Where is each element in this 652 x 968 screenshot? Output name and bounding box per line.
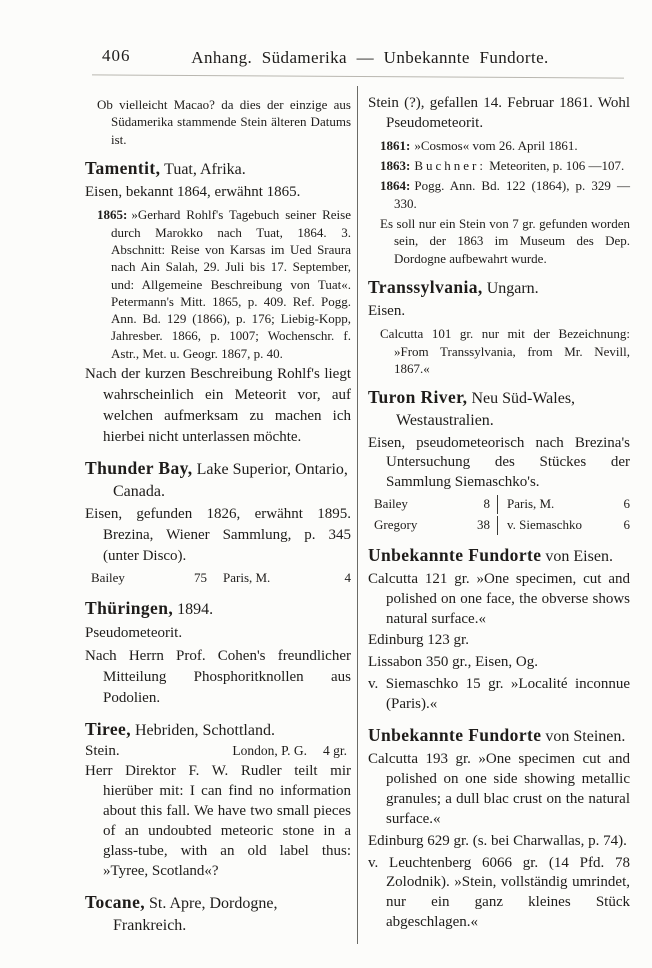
page-number: 406 [102,46,131,65]
citation-text: »Gerhard Rohlf's Tagebuch seiner Reise durch Marokko nach Tuat, 1864. 3. Abschnitt: Reise von Karsas im Ued Sraura nach Ain Salah, 29. Juli bis 17. September, und: Allgemeine Beschreibung von Tuat«. Petermann's Mitt. 1865, p. 409. Ref. Pogg. Ann. Bd. 129 (1866), p. 176; Liebig-Kopp, Jahresber. 1866, p. 1007; Wochenschr. f. Astr., Met. u. Geogr. 1867, p. 40. [111,207,351,361]
specimen-item: Lissabon 350 gr., Eisen, Og. [368,654,538,671]
entry-heading-turon-river [368,386,630,431]
entry-headword: Tiree, [85,718,131,739]
entry-heading-tocane [85,891,351,936]
citation-text: Meteoriten, p. 106 —107. [486,158,625,174]
entry-location: St. Apre, Dordogne, Frankreich. [113,894,278,934]
right-column [368,90,630,933]
entry-location: Ungarn. [482,279,539,297]
collection-weight: 4 [344,570,351,586]
entry-headword: Thüringen, [85,598,174,619]
collection-name: Bailey [91,570,125,586]
collection-name: v. Siemaschko [507,517,582,533]
entry-headword: Transsylvania, [368,276,483,297]
entry-material-line: Eisen. [368,303,406,320]
note-macao: Ob vielleicht Macao? da dies der einzige aus Südamerika stammende Stein älteren Datums ist. [97,97,351,147]
collection-weight: 8 [446,495,498,514]
entry-material-line: Stein (?), gefallen 14. Februar 1861. Wohl Pseudometeorit. [368,95,630,131]
entry-location: Tuat, Afrika. [160,160,246,178]
specimen-line [85,743,351,760]
specimen-weight: 4 gr. [322,743,347,759]
entry-headword: Turon River, [368,387,468,408]
specimen-item: Calcutta 121 gr. »One specimen, cut and polished on one face, the obverse shows natural surface.« [368,570,630,627]
collection-name: Paris, M. [507,496,555,512]
entry-heading-transsylvania [368,276,630,300]
column-divider [357,86,358,944]
entry-note-small: Es soll nur ein Stein von 7 gr. gefunden worden sein, der 1863 im Museum des Dep. Dordogne aufbewahrt wurde. [380,216,630,266]
entry-heading-thueringen [85,597,351,621]
collection-table-row [91,569,351,588]
entry-note: Nach der kurzen Beschreibung Rohlf's liegt wahrscheinlich ein Meteorit vor, auf welchen aufmerksam zu machen ich hierbei nicht unterlassen möchte. [85,366,351,445]
collection-weight: 38 [446,516,498,535]
citation-text: »Cosmos« vom 26. April 1861. [414,137,578,153]
collection-table-row [374,495,630,514]
entry-heading-tamentit [85,157,351,181]
collection-name: Bailey [374,496,408,512]
entry-headword: Unbekannte Fundorte [368,725,542,746]
header-rule [92,74,624,78]
entry-heading-unbekannte-steine [368,724,630,748]
specimen-collection: London, P. G. [232,743,307,759]
entry-material-line: Pseudometeorit. [85,624,183,641]
entry-citation [380,137,630,154]
entry-note: Nach Herrn Prof. Cohen's freundlicher Mitteilung Phosphoritknollen aus Podolien. [85,647,351,706]
specimen-item: Calcutta 193 gr. »One specimen cut and polished on one side showing metallic granules; a dull blac crust on the natural surface.« [368,750,630,827]
specimen-item: v. Siemaschko 15 gr. »Localité inconnue (Paris).« [368,676,630,713]
specimen-item: Edinburg 123 gr. [368,632,469,649]
entry-location: Hebriden, Schottland. [130,721,275,739]
entry-citation [380,177,630,212]
entry-note-small: Calcutta 101 gr. nur mit der Bezeichnung: »From Transsylvania, from Mr. Nevill, 1867.« [380,326,630,377]
entry-location: von Steinen. [541,728,626,746]
entry-heading-tiree [85,718,351,742]
collection-weight: 6 [623,517,630,533]
citation-year: 1861: [380,137,411,153]
citation-author: Buchner: [414,158,486,174]
entry-heading-thunder-bay [85,457,351,502]
entry-material-line: Eisen, bekannt 1864, erwähnt 1865. [85,184,301,201]
collection-name: Gregory [374,517,418,533]
entry-note: Herr Direktor F. W. Rudler teilt mir hierüber mit: I can find no information about this fall. We have two small pieces of an undoubted meteoric stone in a glass-tube, with an old label thus: »Tyree, Scotland«? [85,763,351,879]
entry-heading-unbekannte-eisen [368,544,630,568]
entry-location: Lake Superior, Ontario, Canada. [113,461,348,500]
specimen-item: Edinburg 629 gr. (s. bei Charwallas, p. 74). [368,832,627,849]
entry-material-line: Eisen, pseudometeorisch nach Brezina's Untersuchung des Stückes der Sammlung Siemaschko's. [368,434,630,491]
collection-name: Paris, M. [223,570,271,586]
entry-headword: Tocane, [85,891,146,912]
collection-weight: 6 [623,496,630,512]
entry-location: von Eisen. [541,548,613,566]
citation-year: 1864: [380,178,411,194]
entry-material-line: Eisen, gefunden 1826, erwähnt 1895. Brezina, Wiener Sammlung, p. 345 (unter Disco). [85,506,351,565]
left-column [85,90,351,936]
running-header: Anhang. Südamerika — Unbekannte Fundorte. [191,48,549,67]
collection-weight: 75 [194,570,207,586]
entry-citation [380,157,630,174]
entry-location: 1894. [173,601,214,619]
citation-text: Pogg. Ann. Bd. 122 (1864), p. 329 —330. [394,178,630,211]
entry-headword: Tamentit, [85,157,161,178]
specimen-material: Stein. [85,743,120,760]
collection-table-row [374,516,630,535]
citation-year: 1863: [380,158,411,174]
entry-location: Neu Süd-Wales, Westaustralien. [396,390,576,429]
entry-headword: Unbekannte Fundorte [368,545,542,566]
entry-headword: Thunder Bay, [85,458,193,478]
entry-citation [97,206,351,362]
specimen-item: v. Leuchtenberg 6066 gr. (14 Pfd. 78 Zolodnik). »Stein, vollständig umrindet, nur ein ganz kleines Stück abgeschlagen.« [368,854,630,931]
citation-year: 1865: [97,207,128,223]
